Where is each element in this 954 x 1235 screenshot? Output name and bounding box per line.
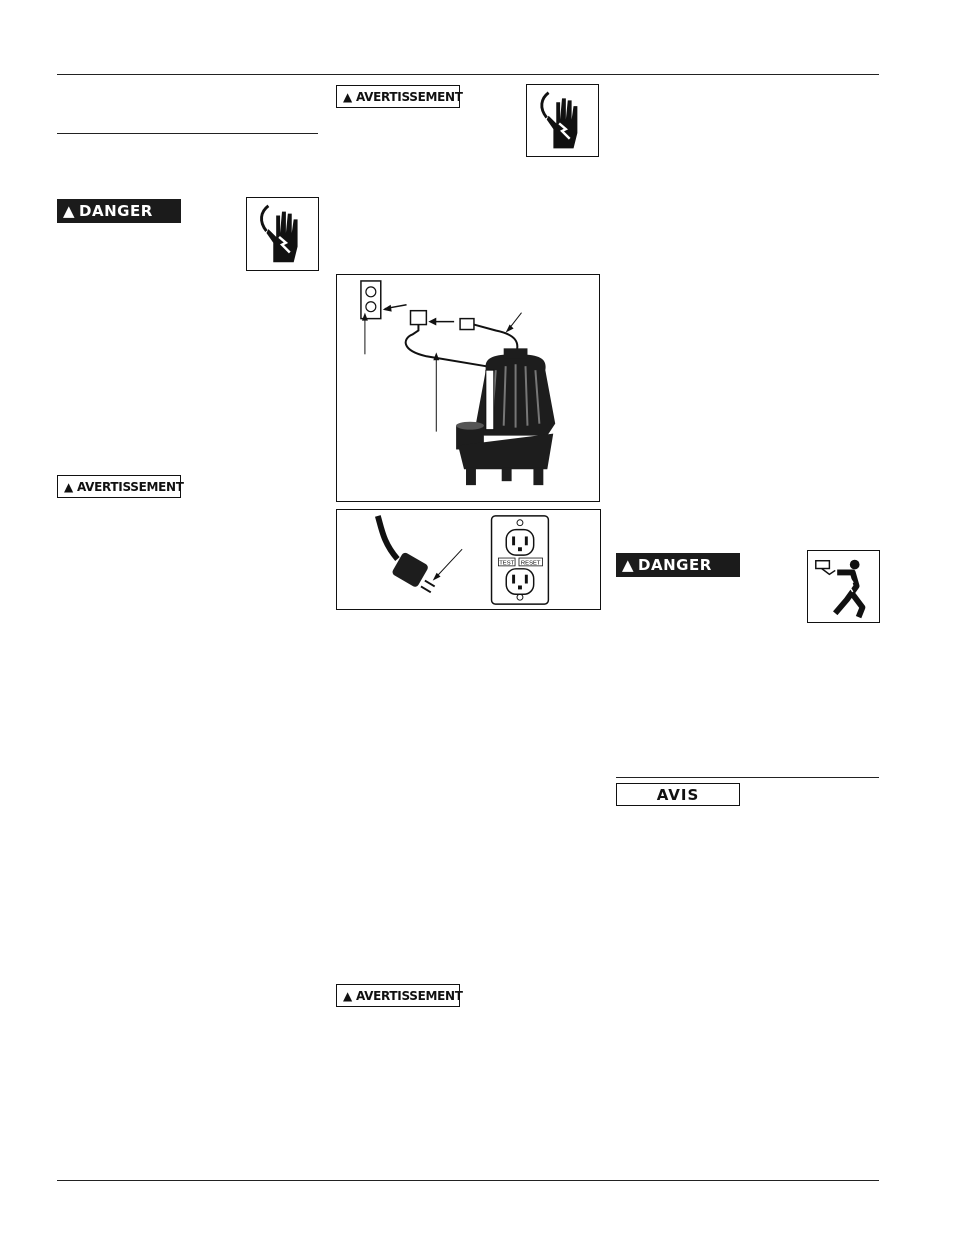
wall-outlet-icon <box>361 281 381 319</box>
avis-label: AVIS <box>656 785 700 804</box>
avertissement-label: AVERTISSEMENT <box>355 988 463 1003</box>
avertissement-badge <box>336 85 463 108</box>
person-electrocution-icon <box>807 550 880 623</box>
warning-triangle-icon: ▲ <box>64 479 73 494</box>
gfci-outlet-icon <box>492 516 549 604</box>
danger-badge <box>57 199 181 223</box>
warning-triangle-icon: ▲ <box>343 89 352 104</box>
danger-label: DANGER <box>79 202 153 220</box>
sewage-pump-icon <box>456 348 555 485</box>
warning-triangle-icon: ▲ <box>63 202 76 220</box>
ground-plug-icon <box>378 516 435 592</box>
bottom-rule <box>57 1180 879 1181</box>
hand-shock-icon <box>246 197 319 271</box>
top-rule <box>57 74 879 75</box>
plug-gfci-figure <box>336 509 601 610</box>
warning-triangle-icon: ▲ <box>343 988 352 1003</box>
hand-shock-icon <box>526 84 599 157</box>
pump-connection-figure <box>336 274 600 502</box>
avis-badge <box>616 783 740 806</box>
avertissement-badge <box>57 475 184 498</box>
reset-button-label: RESET <box>520 560 541 567</box>
avertissement-label: AVERTISSEMENT <box>355 89 463 104</box>
left-column-rule <box>57 133 318 134</box>
avertissement-badge <box>336 984 463 1007</box>
danger-badge <box>616 553 740 577</box>
right-column-rule <box>616 777 879 778</box>
danger-label: DANGER <box>638 556 712 574</box>
test-button-label: TEST <box>499 560 515 567</box>
avertissement-label: AVERTISSEMENT <box>76 479 184 494</box>
warning-triangle-icon: ▲ <box>622 556 635 574</box>
